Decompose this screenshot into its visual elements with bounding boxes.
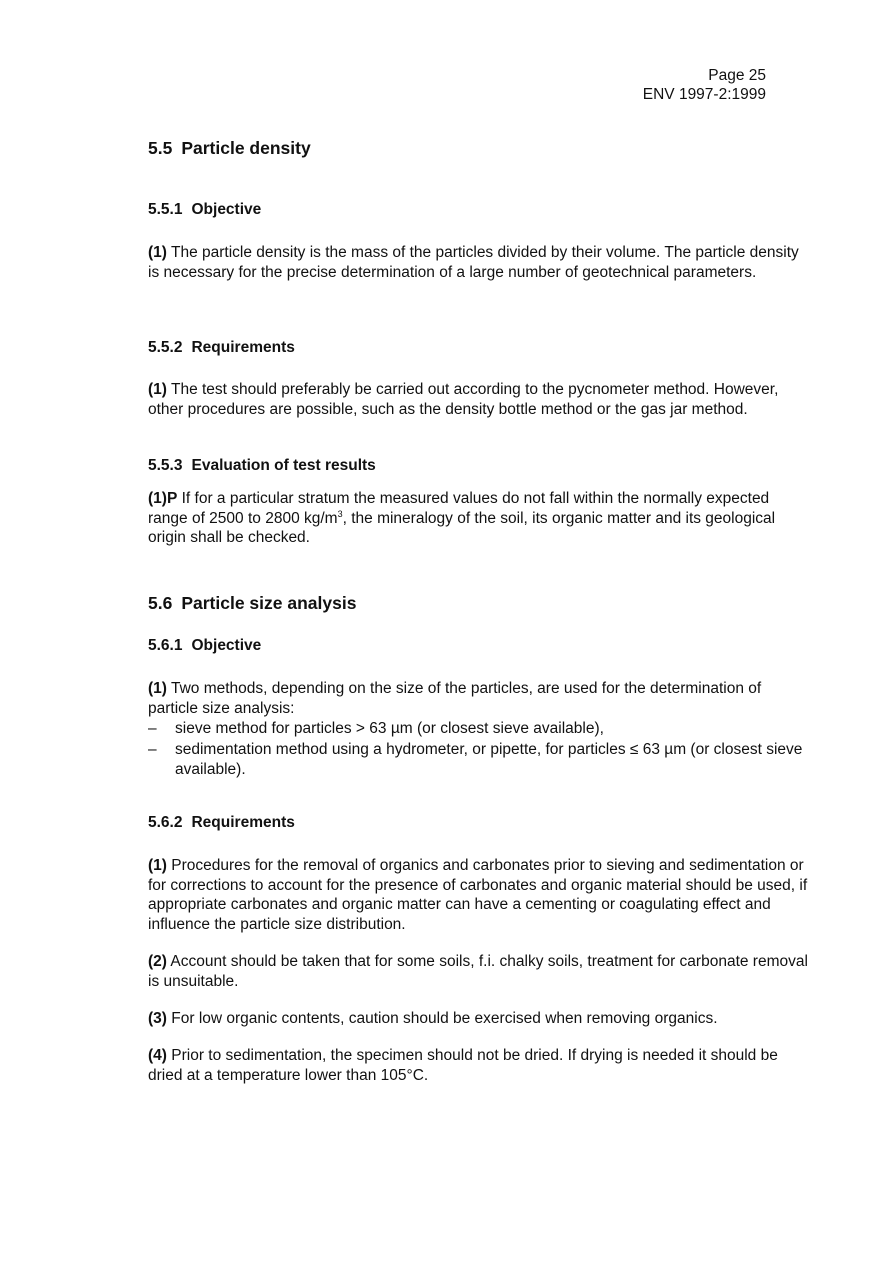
- subsection-number: 5.5.1: [148, 201, 183, 218]
- list-item-text: sedimentation method using a hydrometer, or pipette, for particles ≤ 63 µm (or closest sieve available).: [175, 741, 803, 778]
- paragraph-text: For low organic contents, caution should be exercised when removing organics.: [171, 1010, 718, 1027]
- paragraph-text: Account should be taken that for some soils, f.i. chalky soils, treatment for carbonate removal is unsuitable.: [148, 953, 808, 990]
- paragraph-5-6-2-1: [148, 856, 808, 934]
- paragraph-5-5-2-1: [148, 380, 808, 419]
- paragraph-text: Two methods, depending on the size of the particles, are used for the determination of particle size analysis:: [148, 680, 762, 717]
- subsection-number: 5.6.2: [148, 814, 183, 831]
- bullet-dash: –: [148, 741, 157, 758]
- section-number: 5.5: [148, 138, 173, 158]
- paragraph-text: The test should preferably be carried out according to the pycnometer method. However, other procedures are possible, such as the density bottle method or the gas jar method.: [148, 381, 779, 418]
- subsection-heading-5-6-1: [148, 637, 261, 655]
- paragraph-marker: (3): [148, 1010, 167, 1027]
- document-id: ENV 1997-2:1999: [642, 86, 766, 103]
- subsection-title: Objective: [191, 637, 262, 654]
- subsection-title: Objective: [191, 201, 262, 218]
- superscript: 3: [337, 508, 343, 519]
- paragraph-marker: (1): [148, 381, 167, 398]
- paragraph-marker: (1)P: [148, 490, 178, 507]
- subsection-heading-5-5-2: [148, 339, 295, 357]
- page-number: Page 25: [708, 67, 766, 84]
- paragraph-5-6-2-4: [148, 1046, 808, 1085]
- paragraph-text-continued: , the mineralogy of the soil, its organic matter and its geological origin shall be checked.: [148, 509, 776, 546]
- paragraph-text: The particle density is the mass of the particles divided by their volume. The particle density is necessary for the precise determination of a large number of geotechnical parameters.: [148, 244, 799, 281]
- paragraph-text: Prior to sedimentation, the specimen should not be dried. If drying is needed it should be dried at a temperature lower than 105°C.: [148, 1047, 778, 1084]
- section-heading-5-5: [148, 138, 311, 159]
- paragraph-5-5-1-1: [148, 243, 808, 282]
- subsection-title: Evaluation of test results: [191, 457, 376, 474]
- section-title: Particle size analysis: [181, 593, 357, 613]
- subsection-number: 5.5.2: [148, 339, 183, 356]
- list-item: [148, 740, 808, 779]
- paragraph-marker: (1): [148, 244, 167, 261]
- list-item: [148, 719, 808, 739]
- subsection-heading-5-5-1: [148, 201, 261, 219]
- subsection-heading-5-5-3: [148, 457, 376, 475]
- section-number: 5.6: [148, 593, 173, 613]
- subsection-number: 5.6.1: [148, 637, 183, 654]
- page-header: [643, 66, 766, 104]
- paragraph-text: If for a particular stratum the measured values do not fall within the normally expected range of 2500 to 2800 kg/m: [148, 490, 770, 527]
- subsection-number: 5.5.3: [148, 457, 183, 474]
- paragraph-5-6-1-1: [148, 679, 808, 718]
- paragraph-text: Procedures for the removal of organics and carbonates prior to sieving and sedimentation or for corrections to account for the presence of carbonates and organic material should be used, if appropriate carbonates and organic matter can have a cementing or coagulating effect and influence the particle size distribution.: [148, 857, 808, 933]
- paragraph-5-6-2-3: [148, 1009, 808, 1029]
- section-title: Particle density: [181, 138, 311, 158]
- subsection-title: Requirements: [191, 814, 295, 831]
- paragraph-5-6-2-2: [148, 952, 808, 991]
- paragraph-marker: (2): [148, 953, 167, 970]
- paragraph-marker: (1): [148, 857, 167, 874]
- paragraph-5-5-3-1: [148, 489, 808, 548]
- section-heading-5-6: [148, 593, 356, 614]
- bullet-dash: –: [148, 720, 157, 737]
- list-item-text: sieve method for particles > 63 µm (or closest sieve available),: [175, 720, 604, 737]
- paragraph-marker: (4): [148, 1047, 167, 1064]
- subsection-heading-5-6-2: [148, 814, 295, 832]
- paragraph-marker: (1): [148, 680, 167, 697]
- subsection-title: Requirements: [191, 339, 295, 356]
